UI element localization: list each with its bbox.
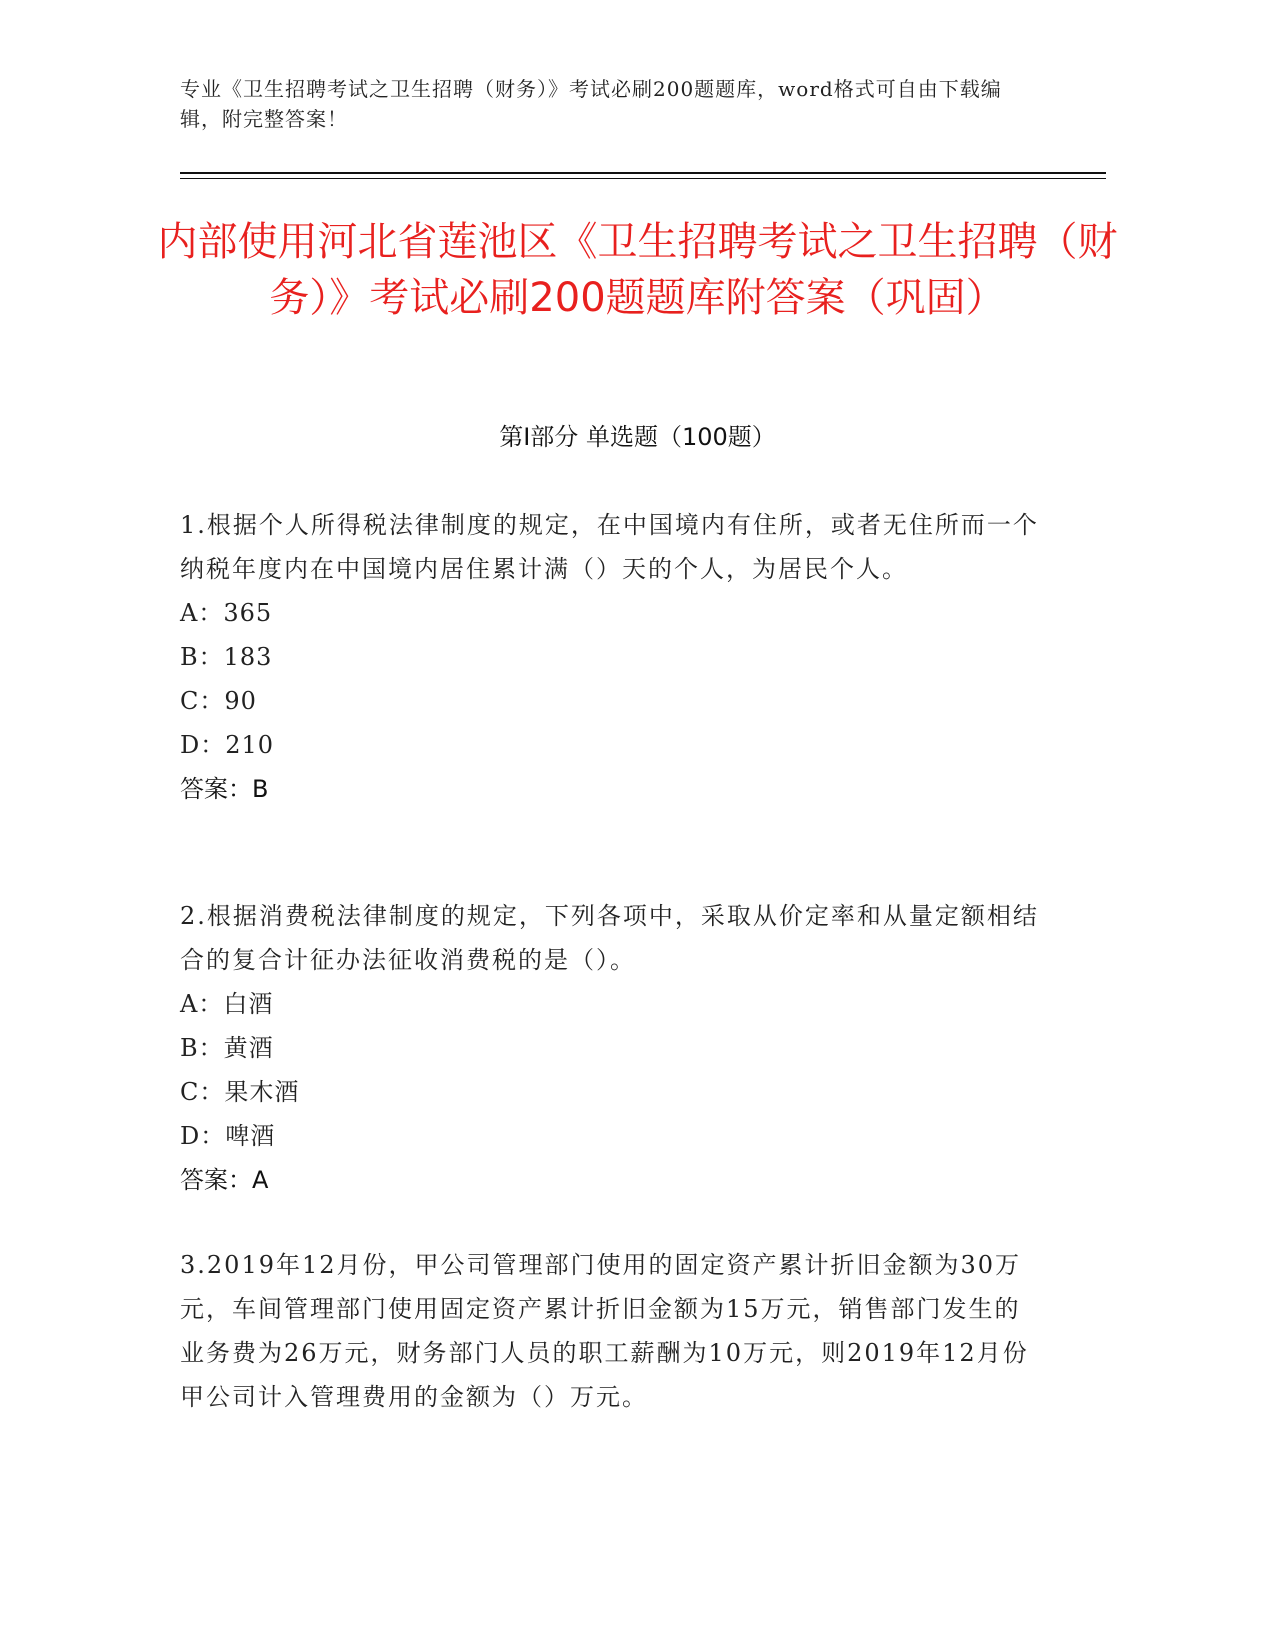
option-c: C：90 bbox=[180, 687, 257, 715]
question-stem: 2.根据消费税法律制度的规定，下列各项中，采取从价定率和从量定额相结合的复合计征办法征收消费税的是（）。 bbox=[180, 902, 1039, 974]
option-c: C：果木酒 bbox=[180, 1078, 300, 1106]
document-title: 内部使用河北省莲池区《卫生招聘考试之卫生招聘（财务）》考试必刷200题题库附答案（巩固） bbox=[157, 219, 1118, 321]
option-d: D：210 bbox=[180, 731, 275, 759]
question-2 bbox=[180, 894, 1040, 1202]
option-b: B：183 bbox=[180, 643, 273, 671]
header-note: 专业《卫生招聘考试之卫生招聘（财务）》考试必刷200题题库，word格式可自由下载编辑，附完整答案！ bbox=[180, 77, 1002, 131]
question-3 bbox=[180, 1243, 1040, 1419]
header-divider-thin bbox=[180, 178, 1106, 179]
section-heading: 第I部分 单选题（100题） bbox=[499, 423, 776, 451]
option-a: A：365 bbox=[180, 599, 273, 627]
question-stem: 1.根据个人所得税法律制度的规定，在中国境内有住所，或者无住所而一个纳税年度内在中国境内居住累计满（）天的个人，为居民个人。 bbox=[180, 511, 1039, 583]
answer-line: 答案：B bbox=[180, 775, 269, 803]
question-1 bbox=[180, 503, 1040, 811]
option-d: D：啤酒 bbox=[180, 1122, 276, 1150]
answer-line: 答案：A bbox=[180, 1166, 269, 1194]
option-a: A：白酒 bbox=[180, 990, 274, 1018]
header-divider-thick bbox=[180, 172, 1106, 174]
option-b: B：黄酒 bbox=[180, 1034, 274, 1062]
question-stem: 3.2019年12月份，甲公司管理部门使用的固定资产累计折旧金额为30万元，车间管理部门使用固定资产累计折旧金额为15万元，销售部门发生的业务费为26万元，财务部门人员的职工薪酬为10万元，则2019年12月份甲公司计入管理费用的金额为（）万元。 bbox=[180, 1251, 1029, 1411]
